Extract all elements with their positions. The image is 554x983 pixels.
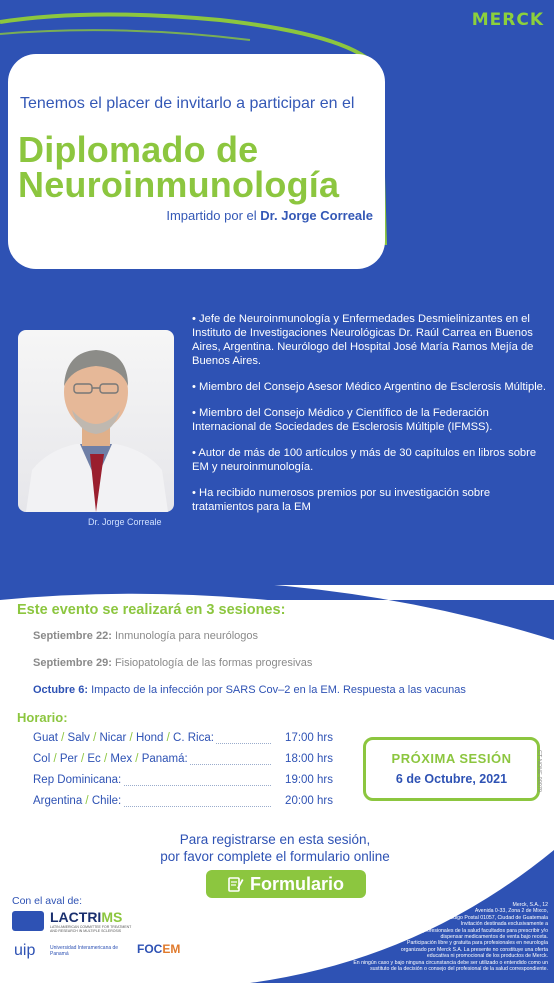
form-button[interactable] <box>206 870 366 898</box>
place: Chile: <box>91 795 122 807</box>
legal-line: Invitación destinada exclusivamente a <box>460 921 548 928</box>
legal-line: Merck, S.A., 12 <box>512 902 548 908</box>
session-item-active <box>33 684 466 696</box>
uip-logo: uip <box>14 942 36 959</box>
form-edit-icon <box>228 876 244 892</box>
next-session-box <box>363 737 540 801</box>
schedule-title: Horario: <box>17 710 68 725</box>
schedule-places: Guat / Salv / Nicar / Hond / C. Rica: <box>33 732 214 744</box>
place: Hond <box>135 732 164 744</box>
place: Ec <box>87 753 101 765</box>
lactrims-subtitle: LATIN AMERICAN COMMITTEE FOR TREATMENT AND RESEARCH IN MULTIPLE SCLEROSIS <box>50 925 132 933</box>
lactrims-name-b: MS <box>101 909 123 925</box>
place: Guat <box>33 732 58 744</box>
place: C. Rica: <box>173 732 214 744</box>
schedule-time: 18:00 hrs <box>285 753 333 765</box>
lactrims-logo <box>12 909 132 933</box>
bio-item: • Miembro del Consejo Médico y Científico de la Federación Internacional de Sociedades de Esclerosis Múltiple (IFMSS). <box>192 406 552 434</box>
legal-line: educativa ni promocional de los productos de Merck. <box>426 953 548 960</box>
lactrims-name-a: LACTRI <box>50 909 102 925</box>
register-line1: Para registrarse en esta sesión, <box>179 832 371 847</box>
bio-item: • Ha recibido numerosos premios por su investigación sobre tratamientos para la EM <box>192 486 552 514</box>
next-session-label: PRÓXIMA SESIÓN <box>391 751 512 766</box>
place: Mex <box>110 753 133 765</box>
place: Salv <box>67 732 90 744</box>
session-item <box>33 657 312 669</box>
bio-item: • Miembro del Consejo Asesor Médico Argentino de Esclerosis Múltiple. <box>192 380 552 394</box>
bio-item: • Autor de más de 100 artículos y más de 30 capítulos en libros sobre EM y neuroinmunología. <box>192 446 552 474</box>
legal-line: dispensar medicamentos de venta bajo receta. <box>440 934 548 941</box>
uip-name: Universidad Interamericana de Panamá <box>50 945 119 957</box>
legal-line: profesionales de la salud facultados para prescribir y/o <box>422 927 548 934</box>
register-text <box>140 831 410 865</box>
legal-text <box>278 902 548 972</box>
legal-line: sustituto de la decisión o consejo del profesional de la salud correspondiente. <box>370 966 548 973</box>
schedule-row <box>33 753 333 767</box>
schedule-time: 19:00 hrs <box>285 774 333 786</box>
hero-byline <box>166 208 373 223</box>
document-code <box>535 742 550 802</box>
legal-line: Código Postal 01057, Ciudad de Guatemala <box>446 914 548 921</box>
session-topic: Inmunología para neurólogos <box>114 630 259 642</box>
session-date: Octubre 6: <box>33 684 89 696</box>
speaker-caption: Dr. Jorge Correale <box>88 517 162 527</box>
place: Col <box>33 753 51 765</box>
endorsement-label: Con el aval de: <box>12 895 83 907</box>
legal-line: En ningún caso y bajo ninguna circunstancia debe ser utilizado o entendido como un <box>353 959 548 966</box>
schedule-row <box>33 774 333 788</box>
session-topic: Fisiopatología de las formas progresivas <box>114 657 313 669</box>
legal-line: Participación libre y gratuita para profesionales en neurología <box>406 940 548 947</box>
byline-prefix: Impartido por el <box>166 208 257 223</box>
place: Rep Dominicana: <box>33 774 122 786</box>
hero-intro: Tenemos el placer de invitarlo a participar en el <box>20 95 355 112</box>
hero-title <box>18 129 340 205</box>
schedule-row <box>33 795 333 809</box>
schedule-places: Argentina / Chile: <box>33 795 122 807</box>
place: Per <box>59 753 78 765</box>
byline-name: Dr. Jorge Correale <box>260 208 373 223</box>
speaker-photo <box>18 330 174 512</box>
register-line2: por favor complete el formulario online <box>160 849 390 864</box>
next-session-date: 6 de Octubre, 2021 <box>395 772 508 786</box>
lactrims-mark <box>12 911 44 931</box>
session-item <box>33 630 258 642</box>
place: Nicar <box>99 732 127 744</box>
place: Panamá: <box>141 753 188 765</box>
focem-logo <box>137 942 180 956</box>
speaker-bio <box>192 312 552 526</box>
schedule-time: 17:00 hrs <box>285 732 333 744</box>
focem-a: FOC <box>137 942 163 956</box>
session-topic: Impacto de la infección por SARS Cov–2 en la EM. Respuesta a las vacunas <box>91 684 466 696</box>
session-date: Septiembre 29: <box>33 657 112 669</box>
document-code-text: CT-NONE-00079 <box>535 750 542 792</box>
bio-item: • Jefe de Neuroinmunología y Enfermedades Desmielinizantes en el Instituto de Investigaciones Neurológicas Dr. Raúl Carrea en Buenos Aires, Argentina. Neurólogo del Hospital José María Ramos Mejía de Buenos Aires. <box>192 312 552 368</box>
merck-logo: MERCK <box>471 10 544 30</box>
place: Argentina <box>33 795 83 807</box>
hero-title-line2: Neuroinmunología <box>18 164 340 205</box>
form-button-label: Formulario <box>249 873 344 894</box>
hero-card <box>8 54 385 269</box>
session-date: Septiembre 22: <box>33 630 112 642</box>
sessions-title: Este evento se realizará en 3 sesiones: <box>17 602 286 618</box>
schedule-places <box>33 774 123 786</box>
focem-b: EM <box>162 942 181 956</box>
schedule-places: Col / Per / Ec / Mex / Panamá: <box>33 753 188 765</box>
schedule-row <box>33 732 333 746</box>
schedule-time: 20:00 hrs <box>285 795 333 807</box>
lactrims-name <box>50 909 122 925</box>
legal-line: Avenida 0-33, Zona 2 de Mixco, <box>474 908 548 915</box>
hero-title-line1: Diplomado de <box>18 129 259 170</box>
legal-line: organizado por Merck S.A. La presente no constituye una oferta <box>400 946 548 953</box>
